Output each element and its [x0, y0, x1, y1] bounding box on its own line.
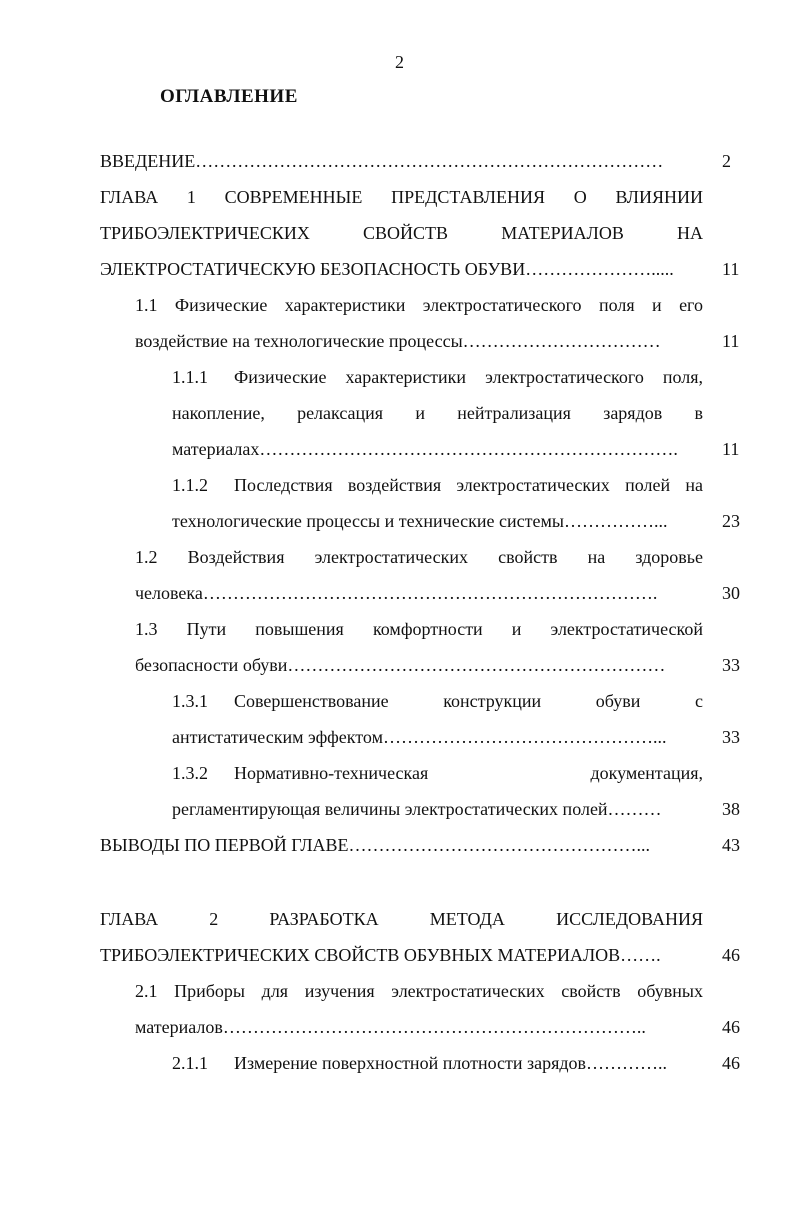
toc-entry-1-3[interactable]: [0, 611, 799, 683]
toc-entry-number: 2.1.1: [172, 1053, 208, 1073]
toc-entry-number: 1.3.2: [172, 763, 208, 783]
toc-entry-1-3-1[interactable]: [0, 683, 799, 755]
toc-line: ГЛАВА 2 РАЗРАБОТКА МЕТОДА ИССЛЕДОВАНИЯ: [100, 909, 703, 929]
toc-page-number: 23: [722, 511, 740, 531]
toc-entry-2-1-1[interactable]: [0, 1045, 799, 1081]
toc-page-number: 11: [722, 439, 740, 459]
toc-page-number: 30: [722, 583, 740, 603]
toc-line-text: Последствия воздействия электростатических полей на: [234, 475, 703, 495]
toc-page-number: 33: [722, 655, 740, 675]
toc-entry-text: [135, 287, 703, 359]
toc-entry-introduction[interactable]: [0, 143, 799, 179]
toc-page-number: 46: [722, 945, 740, 965]
toc-line: [172, 1045, 703, 1081]
toc-entry-chapter-1[interactable]: [0, 179, 799, 287]
toc-line: ВЫВОДЫ ПО ПЕРВОЙ ГЛАВЕ…………………………………………...: [100, 835, 651, 855]
toc-line: безопасности обуви………………………………………………………: [135, 655, 666, 675]
toc-line: [172, 755, 703, 791]
toc-page-number: 46: [722, 1017, 740, 1037]
toc-line: антистатическим эффектом………………………………………...: [172, 727, 667, 747]
toc-line: технологические процессы и технические системы……………...: [172, 511, 668, 531]
toc-entry-1-1-2[interactable]: [0, 467, 799, 539]
toc-entry-text: [172, 683, 703, 755]
toc-entry-number: 1.3.1: [172, 691, 208, 711]
toc-page-number: 38: [722, 799, 740, 819]
toc-list: [0, 143, 799, 1081]
toc-entry-text: [100, 901, 703, 973]
toc-line: ВВЕДЕНИЕ……………………………………………………………………: [100, 151, 664, 171]
toc-line: 1.3 Пути повышения комфортности и электростатической: [135, 619, 703, 639]
toc-entry-text: [172, 467, 703, 539]
toc-entry-2-1[interactable]: [0, 973, 799, 1045]
toc-line: [172, 359, 703, 395]
page-number: 2: [395, 52, 404, 72]
toc-page-number: 2: [722, 151, 731, 171]
toc-entry-chapter-1-conclusions[interactable]: [0, 827, 799, 863]
toc-entry-1-1-1[interactable]: [0, 359, 799, 467]
toc-entry-text: [172, 1045, 703, 1081]
toc-entry-text: [135, 611, 703, 683]
toc-page-number: 46: [722, 1053, 740, 1073]
toc-line: [172, 467, 703, 503]
toc-entry-text: [135, 539, 703, 611]
toc-line-text: Нормативно-техническая документация,: [234, 763, 703, 783]
toc-line-text: Совершенствование конструкции обуви с: [234, 691, 703, 711]
toc-line: регламентирующая величины электростатических полей………: [172, 799, 662, 819]
toc-line-text: Измерение поверхностной плотности зарядов…………..: [234, 1053, 668, 1073]
toc-entry-text: [172, 755, 703, 827]
toc-entry-text: [172, 359, 703, 467]
toc-line: 1.2 Воздействия электростатических свойств на здоровье: [135, 547, 703, 567]
toc-line: материалах…………………………………………………………….: [172, 439, 678, 459]
toc-line: накопление, релаксация и нейтрализация зарядов в: [172, 403, 703, 423]
toc-line: ТРИБОЭЛЕКТРИЧЕСКИХ СВОЙСТВ МАТЕРИАЛОВ НА: [100, 223, 703, 243]
toc-line: воздействие на технологические процессы……………………………: [135, 331, 661, 351]
toc-page-number: 11: [722, 259, 740, 279]
toc-line: ГЛАВА 1 СОВРЕМЕННЫЕ ПРЕДСТАВЛЕНИЯ О ВЛИЯНИИ: [100, 187, 703, 207]
toc-page-number: 11: [722, 331, 740, 351]
toc-entry-number: 1.1.1: [172, 367, 208, 387]
toc-spacer: [0, 863, 799, 901]
toc-entry-1-2[interactable]: [0, 539, 799, 611]
toc-entry-text: [100, 143, 703, 179]
toc-line: материалов……………………………………………………………..: [135, 1017, 646, 1037]
toc-entry-number: 1.1.2: [172, 475, 208, 495]
toc-entry-text: [100, 179, 703, 287]
toc-line: человека………………………………………………………………….: [135, 583, 658, 603]
toc-line: ТРИБОЭЛЕКТРИЧЕСКИХ СВОЙСТВ ОБУВНЫХ МАТЕРИАЛОВ…….: [100, 945, 661, 965]
toc-line: 2.1 Приборы для изучения электростатических свойств обувных: [135, 981, 703, 1001]
toc-entry-text: [135, 973, 703, 1045]
toc-entry-text: [100, 827, 703, 863]
toc-title: ОГЛАВЛЕНИЕ: [160, 86, 298, 107]
toc-line-text: Физические характеристики электростатического поля,: [234, 367, 703, 387]
toc-line: [172, 683, 703, 719]
toc-entry-chapter-2[interactable]: [0, 901, 799, 973]
toc-page-number: 43: [722, 835, 740, 855]
toc-line: ЭЛЕКТРОСТАТИЧЕСКУЮ БЕЗОПАСНОСТЬ ОБУВИ………………….....: [100, 259, 674, 279]
toc-entry-1-1[interactable]: [0, 287, 799, 359]
toc-line: 1.1 Физические характеристики электростатического поля и его: [135, 295, 703, 315]
toc-entry-1-3-2[interactable]: [0, 755, 799, 827]
toc-page-number: 33: [722, 727, 740, 747]
